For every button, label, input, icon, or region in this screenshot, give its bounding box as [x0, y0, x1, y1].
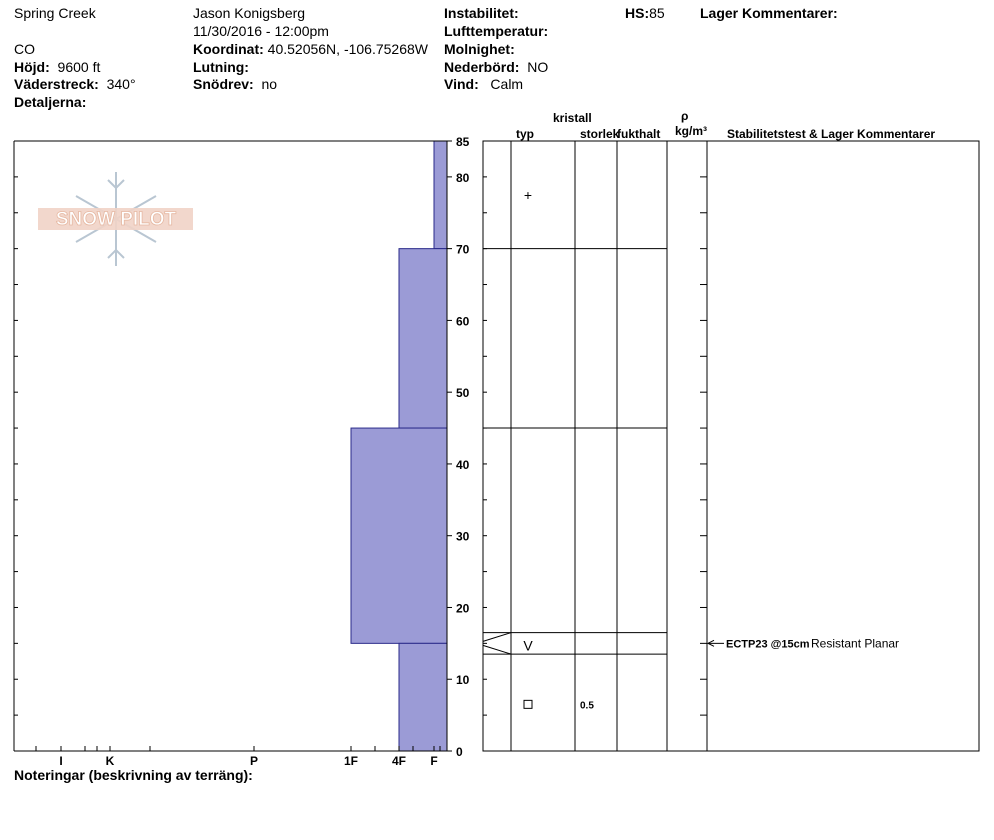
stability-test-0: ECTP23 @15cm [726, 638, 810, 651]
col-crystal: kristall [553, 111, 592, 125]
col-moisture: fukthalt [617, 127, 661, 141]
y-tick-label-20: 20 [456, 601, 470, 616]
hs-value: 85 [649, 5, 665, 21]
y-tick-label-40: 40 [456, 457, 470, 472]
hardness-label-F: F [430, 754, 438, 768]
notes-label: Noteringar (beskrivning av terräng): [14, 767, 253, 783]
y-tick-label-70: 70 [456, 242, 470, 257]
crystal-symbol-1: V [523, 637, 533, 654]
hardness-label-K: K [105, 754, 115, 768]
hardness-label-4F: 4F [391, 754, 407, 768]
aspect-value: 340° [106, 76, 136, 92]
col-size: storlek [580, 127, 620, 141]
hardness-label-P: P [249, 754, 259, 768]
air-temp-label: Lufttemperatur: [444, 23, 549, 39]
layer-comments-label: Lager Kommentarer: [700, 5, 838, 21]
crystal-size-2: 0.5 [580, 700, 594, 712]
logo-text: SNOW PILOT [55, 209, 177, 230]
y-tick-label-30: 30 [456, 529, 470, 544]
y-tick-label-85: 85 [456, 135, 470, 149]
col-stability: Stabilitetstest & Lager Kommentarer [727, 127, 936, 141]
hardness-layer-0 [434, 141, 447, 249]
stability-comment-0: Resistant Planar [811, 636, 900, 651]
sky-label: Molnighet: [444, 41, 515, 57]
elevation-label: Höjd: [14, 59, 50, 75]
wind-value: Calm [490, 76, 524, 92]
wind-label: Vind: [444, 76, 479, 92]
slope-label: Lutning: [193, 59, 249, 75]
stability-label: Instabilitet: [444, 5, 519, 21]
hs-label: HS: [625, 5, 650, 21]
aspect-label: Väderstreck: [14, 76, 99, 92]
y-tick-label-60: 60 [456, 314, 470, 329]
layer-connector-top [483, 633, 511, 642]
state: CO [14, 41, 35, 57]
hardness-layer-2 [351, 428, 447, 643]
y-tick-label-50: 50 [456, 386, 470, 401]
observer: Jason Konigsberg [193, 5, 306, 21]
hardness-label-1F: 1F [343, 754, 359, 768]
coord-label: Koordinat: [193, 41, 264, 57]
col-type: typ [516, 127, 534, 141]
crystal-symbol-0: + [523, 186, 533, 203]
elevation-value: 9600 ft [57, 59, 101, 75]
wind-loading-label: Snödrev: [193, 76, 254, 92]
location: Spring Creek [14, 5, 96, 21]
y-tick-label-80: 80 [456, 170, 470, 185]
y-tick-label-10: 10 [456, 673, 470, 688]
hardness-layer-3 [399, 643, 447, 751]
precip-label: Nederbörd: [444, 59, 520, 75]
wind-loading-value: no [261, 76, 278, 92]
layer-grid-frame [483, 141, 979, 751]
crystal-symbol-2 [524, 700, 532, 708]
hardness-label-I: I [59, 754, 63, 768]
details-label: Detaljerna: [14, 94, 87, 110]
col-density-unit: kg/m³ [675, 124, 708, 138]
datetime: 11/30/2016 - 12:00pm [193, 23, 329, 39]
col-rho: ρ [681, 109, 689, 123]
precip-value: NO [527, 59, 549, 75]
coord-value: 40.52056N, -106.75268W [267, 41, 428, 57]
hardness-layer-1 [399, 249, 447, 428]
y-tick-label-0: 0 [456, 745, 463, 759]
layer-connector-bottom [483, 645, 511, 654]
